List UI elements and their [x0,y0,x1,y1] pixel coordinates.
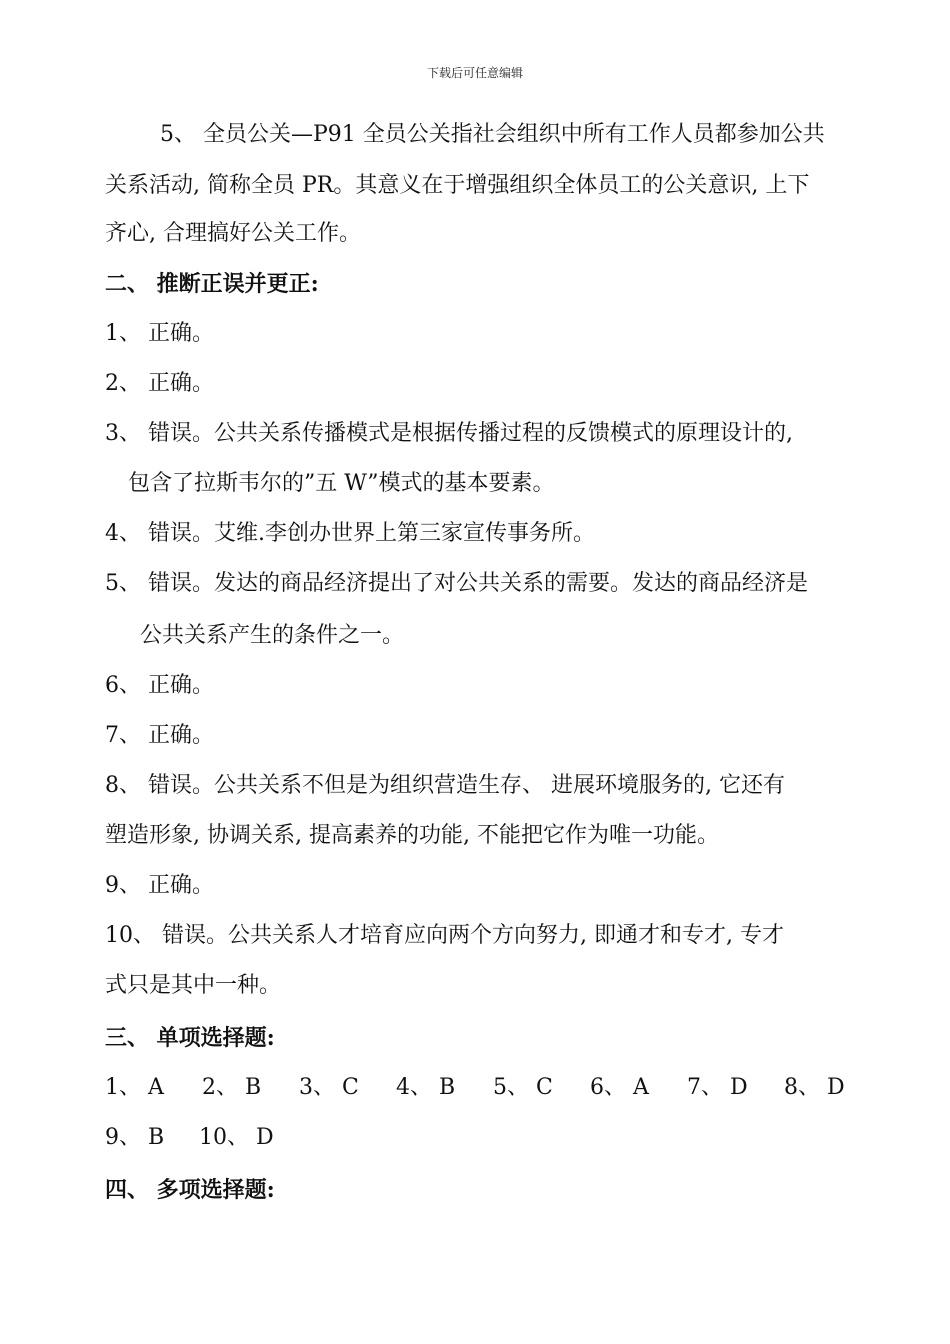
list-item: 7、 正确。 [105,723,214,748]
list-item: 10、 错误。公共关系人才培育应向两个方向努力, 即通才和专才, 专才 [105,923,784,948]
intro-line-2: 关系活动, 简称全员 PR。其意义在于增强组织全体员工的公关意识, 上下 [105,173,810,198]
list-item: 8、 错误。公共关系不但是为组织营造生存、 进展环境服务的, 它还有 [105,773,785,798]
list-item: 3、 错误。公共关系传播模式是根据传播过程的反馈模式的原理设计的, [105,421,793,446]
list-item: 1、 正确。 [105,321,214,346]
answer-item: 8、 D [784,1075,845,1100]
section-3-title: 三、 单项选择题: [105,1025,275,1051]
list-item: 2、 正确。 [105,371,214,396]
section-2-title: 二、 推断正误并更正: [105,271,319,297]
list-item: 5、 错误。发达的商品经济提出了对公共关系的需要。发达的商品经济是 [105,571,808,596]
answer-item: 9、 B [105,1125,165,1150]
answer-row-1 [105,1073,845,1103]
answer-item: 3、 C [299,1075,359,1100]
list-item-continuation: 公共关系产生的条件之一。 [140,623,405,648]
answer-row-2 [105,1123,274,1153]
answer-item: 4、 B [396,1075,456,1100]
page-header: 下载后可任意编辑 [426,66,523,80]
answer-item: 2、 B [202,1075,262,1100]
list-item-continuation: 塑造形象, 协调关系, 提高素养的功能, 不能把它作为唯一功能。 [105,823,719,848]
intro-line-1: 5、 全员公关—P91 全员公关指社会组织中所有工作人员都参加公共 [160,122,825,147]
list-item: 9、 正确。 [105,873,214,898]
answer-item: 7、 D [687,1075,748,1100]
list-item-continuation: 式只是其中一种。 [105,973,282,998]
list-item: 6、 正确。 [105,673,214,698]
answer-item: 5、 C [493,1075,553,1100]
list-item: 4、 错误。艾维.李创办世界上第三家宣传事务所。 [105,521,595,546]
list-item-continuation: 包含了拉斯韦尔的”五 W”模式的基本要素。 [128,471,555,496]
intro-line-3: 齐心, 合理搞好公关工作。 [105,221,361,246]
answer-item: 1、 A [105,1075,164,1100]
answer-item: 6、 A [590,1075,649,1100]
section-4-title: 四、 多项选择题: [105,1177,275,1203]
answer-item: 10、 D [199,1125,274,1150]
